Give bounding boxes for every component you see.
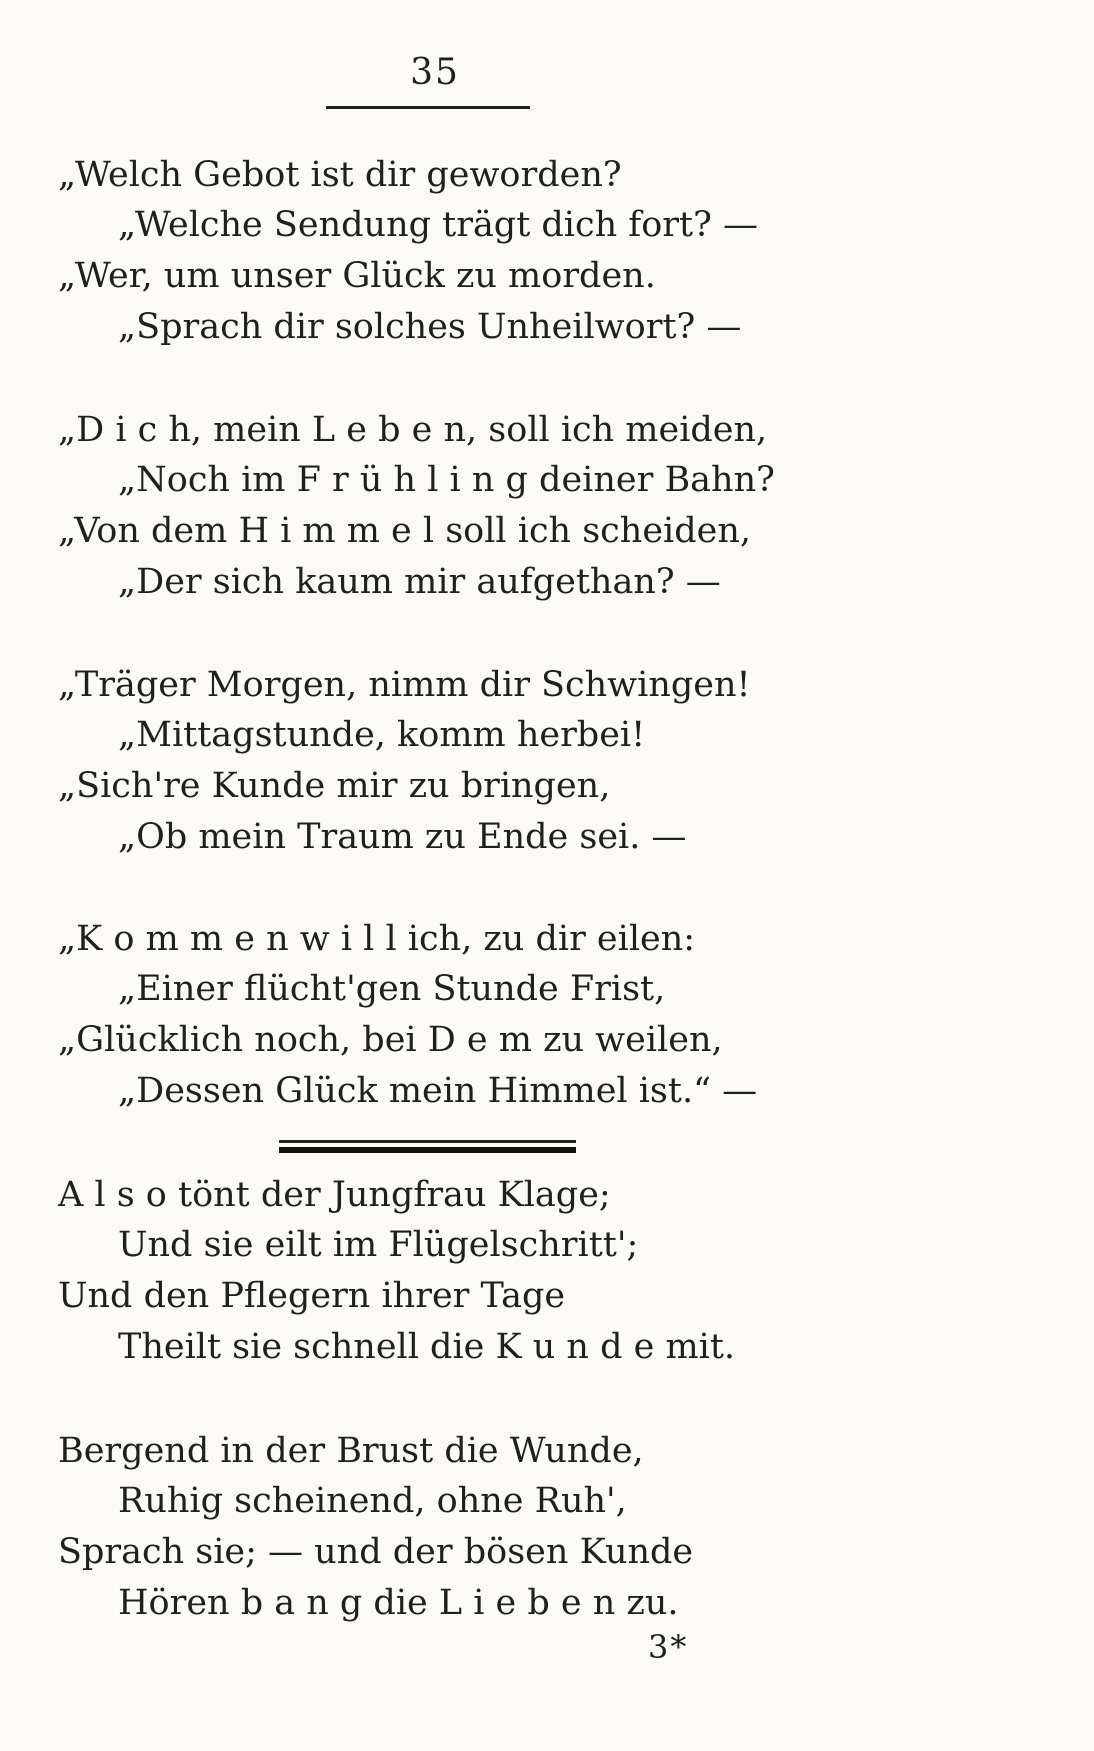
verse-line: „Mittagstunde, komm herbei! <box>118 715 646 755</box>
verse-line: „K o m m e n w i l l ich, zu dir eilen: <box>58 919 696 959</box>
verse-line: „Ob mein Traum zu Ende sei. — <box>118 817 687 857</box>
verse-line: Theilt sie schnell die K u n d e mit. <box>118 1327 736 1367</box>
verse-line: „Einer flücht'gen Stunde Frist, <box>118 969 666 1009</box>
section-divider-thin <box>279 1140 576 1143</box>
verse-line: Und den Pflegern ihrer Tage <box>58 1276 566 1316</box>
verse-line: „Träger Morgen, nimm dir Schwingen! <box>58 665 751 705</box>
verse-line: Bergend in der Brust die Wunde, <box>58 1431 644 1471</box>
verse-line: „D i c h, mein L e b e n, soll ich meiden, <box>58 410 768 450</box>
verse-line: „Dessen Glück mein Himmel ist.“ — <box>118 1071 758 1111</box>
verse-line: Ruhig scheinend, ohne Ruh', <box>118 1481 627 1521</box>
verse-line: „Noch im F r ü h l i n g deiner Bahn? <box>118 460 775 500</box>
verse-line: „Welche Sendung trägt dich fort? — <box>118 205 758 245</box>
verse-line: „Sich're Kunde mir zu bringen, <box>58 766 611 806</box>
verse-line: Und sie eilt im Flügelschritt'; <box>118 1225 639 1265</box>
verse-line: „Der sich kaum mir aufgethan? — <box>118 562 721 602</box>
verse-line: „Von dem H i m m e l soll ich scheiden, <box>58 511 752 551</box>
verse-line: A l s o tönt der Jungfrau Klage; <box>58 1175 611 1215</box>
verse-line: „Sprach dir solches Unheilwort? — <box>118 307 742 347</box>
verse-line: „Wer, um unser Glück zu morden. <box>58 256 656 296</box>
verse-line: Sprach sie; — und der bösen Kunde <box>58 1532 694 1572</box>
section-divider-thick <box>279 1147 576 1153</box>
page-number: 35 <box>410 52 460 93</box>
verse-line: „Glücklich noch, bei D e m zu weilen, <box>58 1020 723 1060</box>
verse-line: „Welch Gebot ist dir geworden? <box>58 155 622 195</box>
signature-mark: 3* <box>648 1628 689 1666</box>
verse-line: Hören b a n g die L i e b e n zu. <box>118 1583 679 1623</box>
header-rule <box>326 106 530 109</box>
